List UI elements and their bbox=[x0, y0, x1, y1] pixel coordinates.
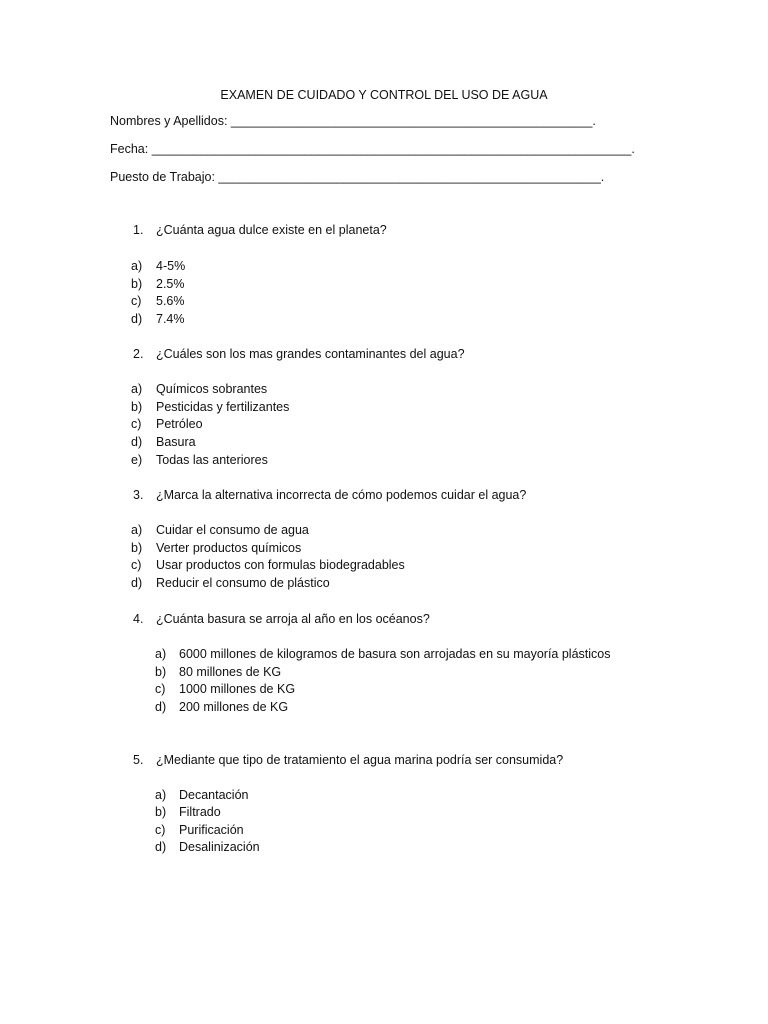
question-1-option-letter: c) bbox=[131, 294, 142, 308]
job-position-line: _______________________________________________________. bbox=[218, 170, 605, 184]
question-3-option-letter: d) bbox=[131, 576, 143, 590]
question-2-text: ¿Cuáles son los mas grandes contaminantes del agua? bbox=[156, 347, 465, 361]
question-3-option-text: Verter productos químicos bbox=[156, 541, 302, 555]
question-3-text: ¿Marca la alternativa incorrecta de cómo podemos cuidar el agua? bbox=[156, 488, 527, 502]
question-3-option-text: Reducir el consumo de plástico bbox=[156, 576, 330, 590]
question-3-option-letter: a) bbox=[131, 523, 143, 537]
question-4-option-text: 1000 millones de KG bbox=[179, 682, 296, 696]
question-4-number: 4. bbox=[133, 612, 144, 626]
question-1-option-text: 2.5% bbox=[156, 277, 185, 291]
question-5-option-letter: b) bbox=[155, 805, 167, 819]
question-5-option-letter: d) bbox=[155, 840, 167, 854]
question-3-option-letter: b) bbox=[131, 541, 143, 555]
question-5-option-text: Filtrado bbox=[179, 805, 221, 819]
question-1-option-text: 5.6% bbox=[156, 294, 185, 308]
question-5-number: 5. bbox=[133, 753, 144, 767]
page-title: EXAMEN DE CUIDADO Y CONTROL DEL USO DE AGUA bbox=[220, 88, 548, 102]
names-label: Nombres y Apellidos: bbox=[110, 114, 228, 128]
job-position-field bbox=[110, 169, 604, 185]
question-3-option-text: Usar productos con formulas biodegradables bbox=[156, 558, 405, 572]
question-4-option-letter: b) bbox=[155, 665, 167, 679]
question-1-option-letter: d) bbox=[131, 312, 143, 326]
question-1-number: 1. bbox=[133, 223, 144, 237]
question-2-option-letter: d) bbox=[131, 435, 143, 449]
date-label: Fecha: bbox=[110, 142, 149, 156]
date-line: _____________________________________________________________________. bbox=[151, 142, 635, 156]
question-2-option-letter: a) bbox=[131, 382, 143, 396]
question-5-option-letter: a) bbox=[155, 788, 167, 802]
question-1-option-letter: b) bbox=[131, 277, 143, 291]
question-4-option-text: 80 millones de KG bbox=[179, 665, 282, 679]
question-2-option-letter: b) bbox=[131, 400, 143, 414]
question-4-option-letter: a) bbox=[155, 647, 167, 661]
question-5-text: ¿Mediante que tipo de tratamiento el agua marina podría ser consumida? bbox=[156, 753, 564, 767]
job-position-label: Puesto de Trabajo: bbox=[110, 170, 215, 184]
question-2-option-letter: e) bbox=[131, 453, 143, 467]
date-field bbox=[110, 141, 635, 157]
question-2-number: 2. bbox=[133, 347, 144, 361]
question-5-option-text: Desalinización bbox=[179, 840, 260, 854]
question-5-option-text: Purificación bbox=[179, 823, 244, 837]
question-4-option-text: 6000 millones de kilogramos de basura son arrojadas en su mayoría plásticos bbox=[179, 647, 611, 661]
question-1-option-text: 4-5% bbox=[156, 259, 186, 273]
question-4-option-text: 200 millones de KG bbox=[179, 700, 289, 714]
question-3-option-letter: c) bbox=[131, 558, 142, 572]
question-2-option-letter: c) bbox=[131, 417, 142, 431]
question-2-option-text: Químicos sobrantes bbox=[156, 382, 268, 396]
question-4-option-letter: d) bbox=[155, 700, 167, 714]
question-1-text: ¿Cuánta agua dulce existe en el planeta? bbox=[156, 223, 387, 237]
question-4-text: ¿Cuánta basura se arroja al año en los océanos? bbox=[156, 612, 430, 626]
question-1-option-text: 7.4% bbox=[156, 312, 185, 326]
question-5-option-letter: c) bbox=[155, 823, 166, 837]
question-3-option-text: Cuidar el consumo de agua bbox=[156, 523, 309, 537]
question-3-number: 3. bbox=[133, 488, 144, 502]
names-line: ____________________________________________________. bbox=[230, 114, 596, 128]
question-2-option-text: Todas las anteriores bbox=[156, 453, 268, 467]
question-2-option-text: Pesticidas y fertilizantes bbox=[156, 400, 290, 414]
question-2-option-text: Petróleo bbox=[156, 417, 203, 431]
question-1-option-letter: a) bbox=[131, 259, 143, 273]
question-5-option-text: Decantación bbox=[179, 788, 249, 802]
question-4-option-letter: c) bbox=[155, 682, 166, 696]
names-field bbox=[110, 113, 596, 129]
question-2-option-text: Basura bbox=[156, 435, 196, 449]
